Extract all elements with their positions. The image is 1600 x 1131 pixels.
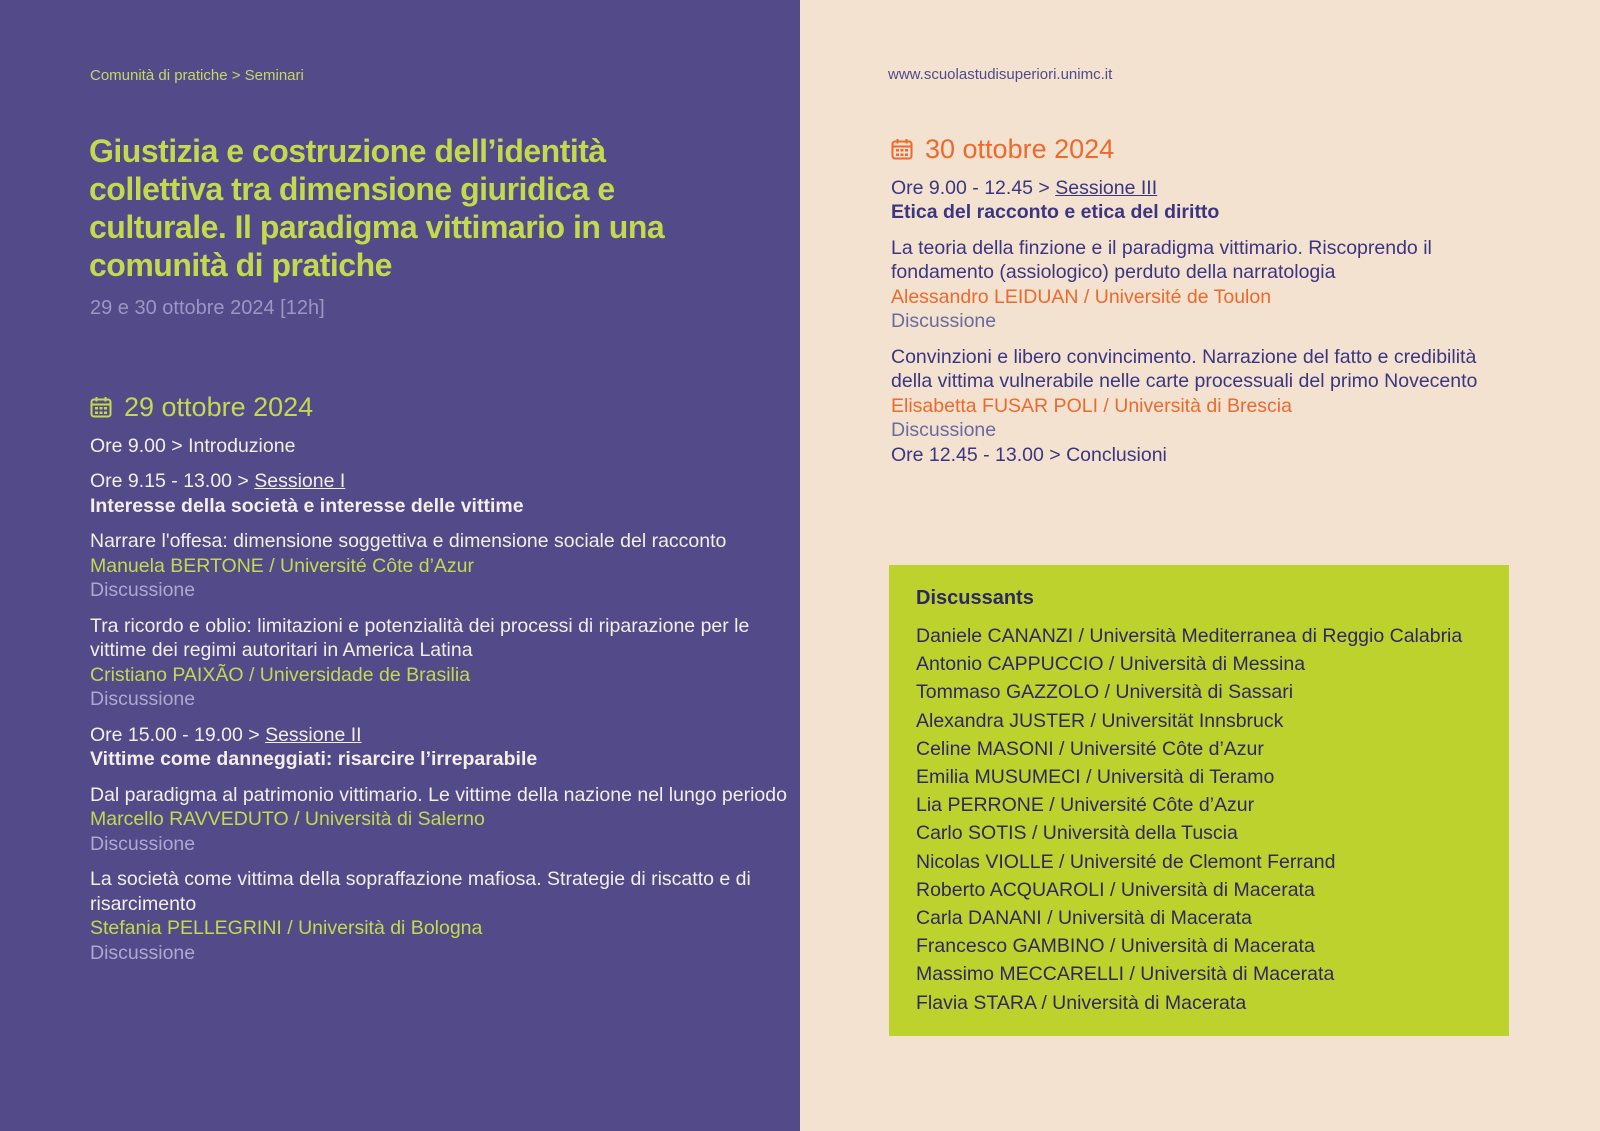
talk-3 [90,783,790,857]
discussants-list [916,622,1509,1017]
list-item: Daniele CANANZI / Università Mediterranea di Reggio Calabria [916,625,1463,647]
talk-6-title: Convinzioni e libero convincimento. Narrazione del fatto e credibilità della vittima vulnerabile nelle carte processuali del primo Novecento [891,345,1478,392]
calendar-icon [891,138,913,160]
talk-1-title: Narrare l'offesa: dimensione soggettiva e dimensione sociale del racconto [90,530,727,552]
list-item: Tommaso GAZZOLO / Università di Sassari [916,681,1294,704]
conclusion-time: Ore 12.45 - 13.00 > Conclusioni [891,443,1167,466]
talk-4-speaker: Stefania PELLEGRINI / Università di Bologna [90,917,483,939]
talk-5-speaker: Alessandro LEIDUAN / Université de Toulon [891,285,1272,308]
event-dates: 29 e 30 ottobre 2024 [12h] [90,297,325,319]
right-panel [800,0,1600,1131]
session-2-time: Ore 15.00 - 19.00 > [90,723,266,746]
talk-2 [90,614,790,712]
page-title: Giustizia e costruzione dell’identità collettiva tra dimensione giuridica e culturale. Il paradigma vittimario in una comunità di pratiche [89,133,665,283]
list-item: Massimo MECCARELLI / Università di Macerata [916,963,1335,986]
list-item: Emilia MUSUMECI / Università di Teramo [916,766,1275,789]
session-1-link[interactable]: Sessione I [254,470,346,492]
talk-6 [891,345,1511,443]
talk-4 [90,867,790,965]
talk-3-speaker: Marcello RAVVEDUTO / Università di Salerno [90,808,485,830]
list-item: Antonio CAPPUCCIO / Università di Messina [916,653,1306,676]
introduction-time: Ore 9.00 > Introduzione [90,434,296,457]
list-item: Alexandra JUSTER / Universität Innsbruck [916,709,1284,732]
talk-2-title: Tra ricordo e oblio: limitazioni e potenzialità dei processi di riparazione per le vittime dei regimi autoritari in America Latina [90,614,750,661]
day-2-program [891,134,1511,467]
discussants-heading: Discussants [916,587,1034,609]
session-3-time: Ore 9.00 - 12.45 > [891,176,1056,199]
list-item: Celine MASONI / Université Côte d’Azur [916,737,1264,760]
list-item: Roberto ACQUAROLI / Università di Macerata [916,878,1315,901]
website-link[interactable]: www.scuolastudisuperiori.unimc.it [888,66,1113,83]
session-1-topic: Interesse della società e interesse delle vittime [90,494,524,517]
day-1-date: 29 ottobre 2024 [124,392,314,422]
talk-2-discussion: Discussione [90,688,196,710]
talk-4-discussion: Discussione [90,941,196,964]
talk-5-title: La teoria della finzione e il paradigma vittimario. Riscoprendo il fondamento (assiologico) perduto della narratologia [891,236,1432,283]
day-2-heading [891,134,1511,164]
session-3-link[interactable]: Sessione III [1055,176,1158,199]
list-item: Flavia STARA / Università di Macerata [916,991,1247,1014]
session-1-time: Ore 9.15 - 13.00 > [90,470,255,492]
talk-5 [891,236,1511,334]
talk-6-discussion: Discussione [891,419,997,441]
day-2-date: 30 ottobre 2024 [925,134,1115,164]
talk-3-title: Dal paradigma al patrimonio vittimario. Le vittime della nazione nel lungo periodo [90,783,787,806]
session-2-link[interactable]: Sessione II [265,723,362,746]
session-1 [90,469,790,518]
talk-6-speaker: Elisabetta FUSAR POLI / Università di Brescia [891,394,1292,417]
list-item: Carla DANANI / Università di Macerata [916,907,1252,930]
discussants-box [889,565,1509,1036]
day-1-program [90,392,790,965]
session-2-topic: Vittime come danneggiati: risarcire l’irreparabile [90,748,538,770]
breadcrumb[interactable]: Comunità di pratiche > Seminari [90,67,304,84]
list-item: Lia PERRONE / Université Côte d’Azur [916,794,1255,817]
talk-1-speaker: Manuela BERTONE / Université Côte d’Azur [90,554,475,577]
day-1-heading [90,392,790,422]
talk-3-discussion: Discussione [90,832,196,855]
list-item: Nicolas VIOLLE / Université de Clemont Ferrand [916,850,1336,873]
list-item: Carlo SOTIS / Università della Tuscia [916,822,1238,845]
talk-1 [90,529,790,603]
list-item: Francesco GAMBINO / Università di Macerata [916,935,1315,958]
session-2 [90,723,790,772]
talk-1-discussion: Discussione [90,579,196,601]
session-3-topic: Etica del racconto e etica del diritto [891,201,1220,223]
talk-5-discussion: Discussione [891,310,997,332]
session-3 [891,176,1511,225]
calendar-icon [90,396,112,418]
talk-2-speaker: Cristiano PAIXÃO / Universidade de Brasilia [90,663,471,686]
talk-4-title: La società come vittima della sopraffazione mafiosa. Strategie di riscatto e di risarcimento [90,868,751,915]
